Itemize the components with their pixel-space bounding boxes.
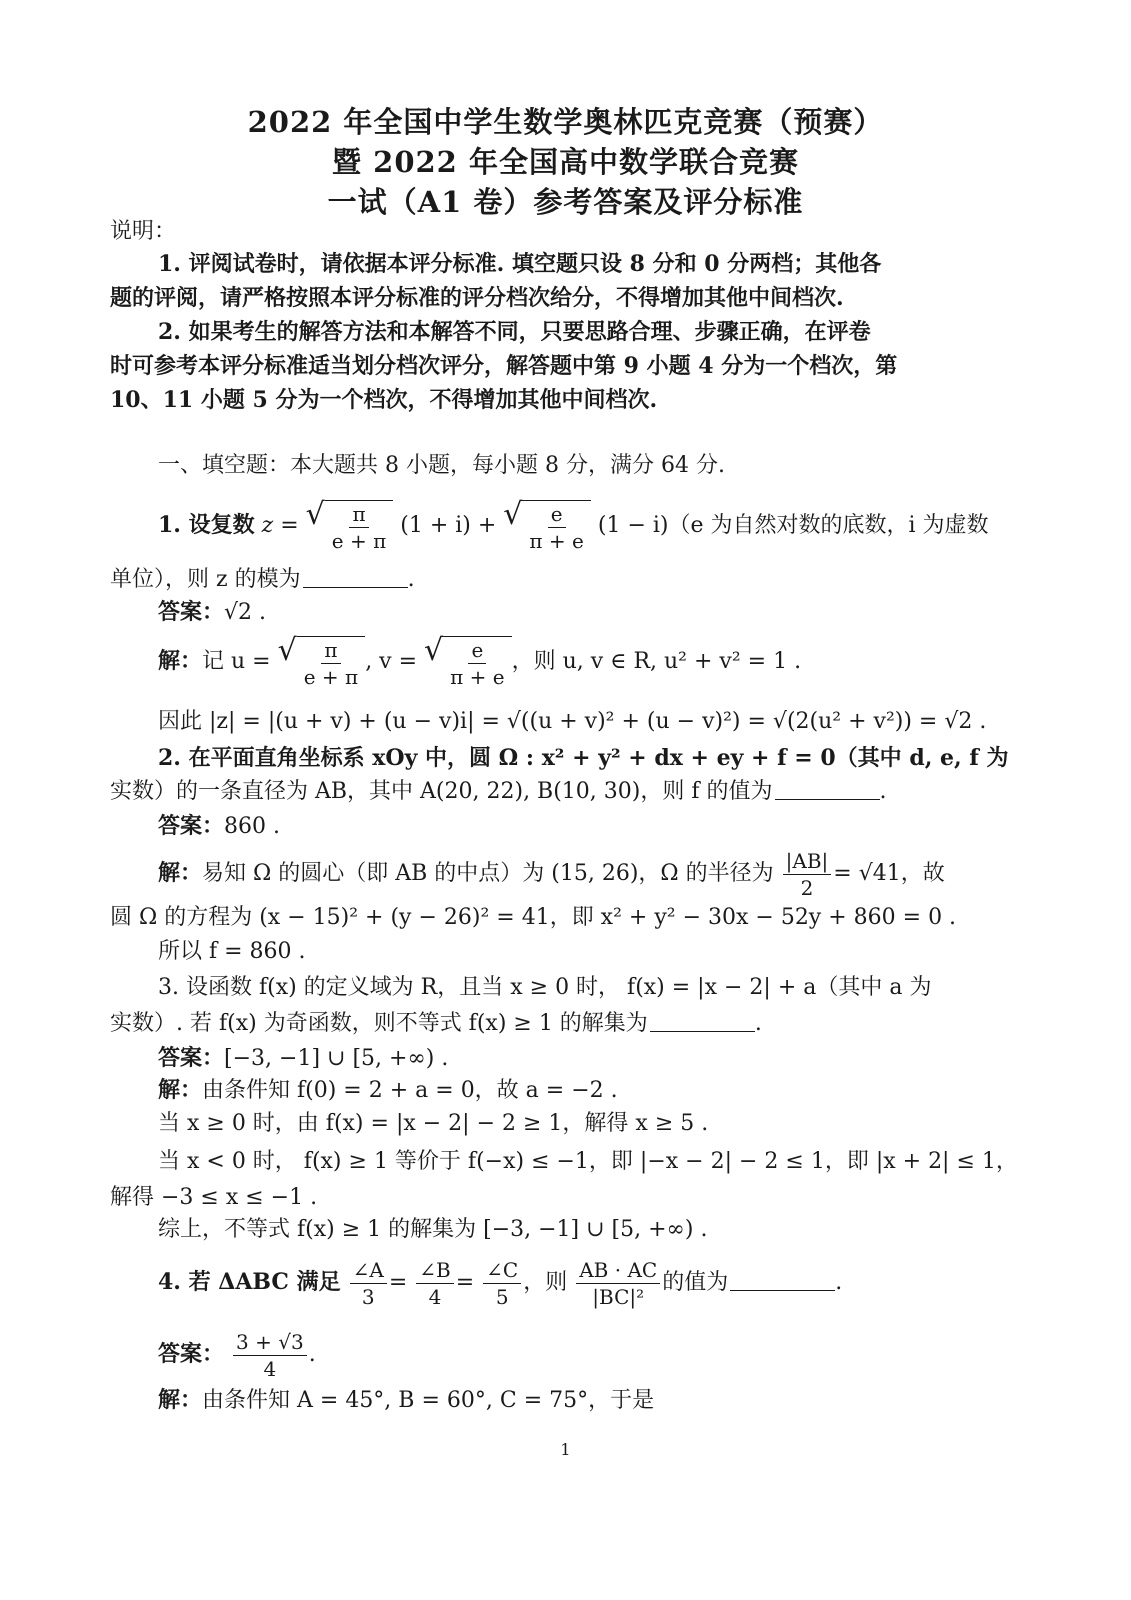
title-line-1: 2022 年全国中学生数学奥林匹克竞赛（预赛） <box>247 105 884 139</box>
note-2-line-2: 时可参考本评分标准适当划分档次评分，解答题中第 9 小题 4 分为一个档次，第 <box>110 353 898 379</box>
note-1-line-2: 题的评阅，请严格按照本评分标准的评分档次给分，不得增加其他中间档次. <box>110 285 844 311</box>
note-2-line-1: 2. 如果考生的解答方法和本解答不同，只要思路合理、步骤正确，在评卷 <box>158 319 871 345</box>
q2-answer: 答案：860 . <box>158 813 280 839</box>
q2-statement-line-1: 2. 在平面直角坐标系 xOy 中，圆 Ω : x² + y² + dx + ey + f = 0（其中 d, e, f 为 <box>158 745 1009 771</box>
q1-answer: 答案：√2 . <box>158 599 267 625</box>
q1-sqrt-2: √ $\frac{e}{\pi + e}$ <box>503 500 591 552</box>
notes-label: 说明： <box>110 219 177 244</box>
q3-answer: 答案：[−3, −1] ∪ [5, +∞) . <box>158 1045 449 1071</box>
q2-solution-3: 所以 f = 860 . <box>158 939 306 964</box>
q3-statement-line-2: 实数）. 若 f(x) 为奇函数，则不等式 f(x) ≥ 1 的解集为 . <box>110 1011 762 1036</box>
q2-solution-2: 圆 Ω 的方程为 (x − 15)² + (y − 26)² = 41，即 x² + y² − 30x − 52y + 860 = 0 . <box>110 905 957 930</box>
q1-solution-1: 解：记 u = √ $\frac{\pi}{e + \pi}$ , v = √ $\frac{e}{\pi + e}$ ，则 u, v ∈ R, u² + v² = 1 . <box>158 633 802 689</box>
answer-blank <box>303 567 408 588</box>
q3-solution-3: 当 x < 0 时， f(x) ≥ 1 等价于 f(−x) ≤ −1，即 |−x − 2| − 2 ≤ 1，即 |x + 2| ≤ 1， <box>158 1149 1018 1174</box>
q2-solution-1: 解：易知 Ω 的圆心（即 AB 的中点）为 (15, 26)，Ω 的半径为 $\frac{|AB|}{2}$ = √41，故 <box>158 848 945 900</box>
q3-solution-5: 综上，不等式 f(x) ≥ 1 的解集为 [−3, −1] ∪ [5, +∞) . <box>158 1217 708 1242</box>
section-heading: 一、填空题：本大题共 8 小题，每小题 8 分，满分 64 分. <box>158 453 725 478</box>
q4-answer: 答案： $\frac{3 + √3}{4}$ . <box>158 1329 316 1381</box>
q3-solution-4: 解得 −3 ≤ x ≤ −1 . <box>110 1185 318 1210</box>
q2-statement-line-2: 实数）的一条直径为 AB，其中 A(20, 22), B(10, 30)，则 f 的值为 . <box>110 779 887 804</box>
q4-solution-1: 解：由条件知 A = 45°, B = 60°, C = 75°，于是 <box>158 1387 655 1413</box>
q3-solution-1: 解：由条件知 f(0) = 2 + a = 0，故 a = −2 . <box>158 1077 618 1103</box>
title-line-3: 一试（A1 卷）参考答案及评分标准 <box>327 185 804 219</box>
q3-solution-2: 当 x ≥ 0 时，由 f(x) = |x − 2| − 2 ≥ 1，解得 x ≥ 5 . <box>158 1111 709 1136</box>
title-line-2: 暨 2022 年全国高中数学联合竞赛 <box>332 145 799 179</box>
note-2-line-3: 10、11 小题 5 分为一个档次，不得增加其他中间档次. <box>110 387 658 413</box>
note-1-line-1: 1. 评阅试卷时，请依据本评分标准. 填空题只设 8 分和 0 分两档；其他各 <box>158 251 882 277</box>
q4-statement: 4. 若 ΔABC 满足 $\frac{\angle A}{3}$ = $\frac{\angle B}{4}$ = $\frac{\angle C}{5}$ ，则 $\frac{AB \cdot AC}{\text{|BC|²}}$ 的值为 . <box>158 1257 843 1309</box>
q1-solution-2: 因此 |z| = |(u + v) + (u − v)i| = √((u + v)² + (u − v)²) = √(2(u² + v²)) = √2 . <box>158 709 987 734</box>
q1-statement-line-2: 单位），则 z 的模为 . <box>110 567 415 592</box>
q3-statement-line-1: 3. 设函数 f(x) 的定义域为 R，且当 x ≥ 0 时， f(x) = |x − 2| + a（其中 a 为 <box>158 975 932 1000</box>
page-number: 1 <box>560 1440 571 1459</box>
q1-statement: 1. 设复数 z = √ $\frac{\pi}{e + \pi}$ (1 + i) + √ $\frac{e}{\pi + e}$ (1 − i)（e 为自然对数的底数，i 为虚数 <box>158 497 989 553</box>
q1-sqrt-1: √ $\frac{\pi}{e + \pi}$ <box>306 500 394 552</box>
